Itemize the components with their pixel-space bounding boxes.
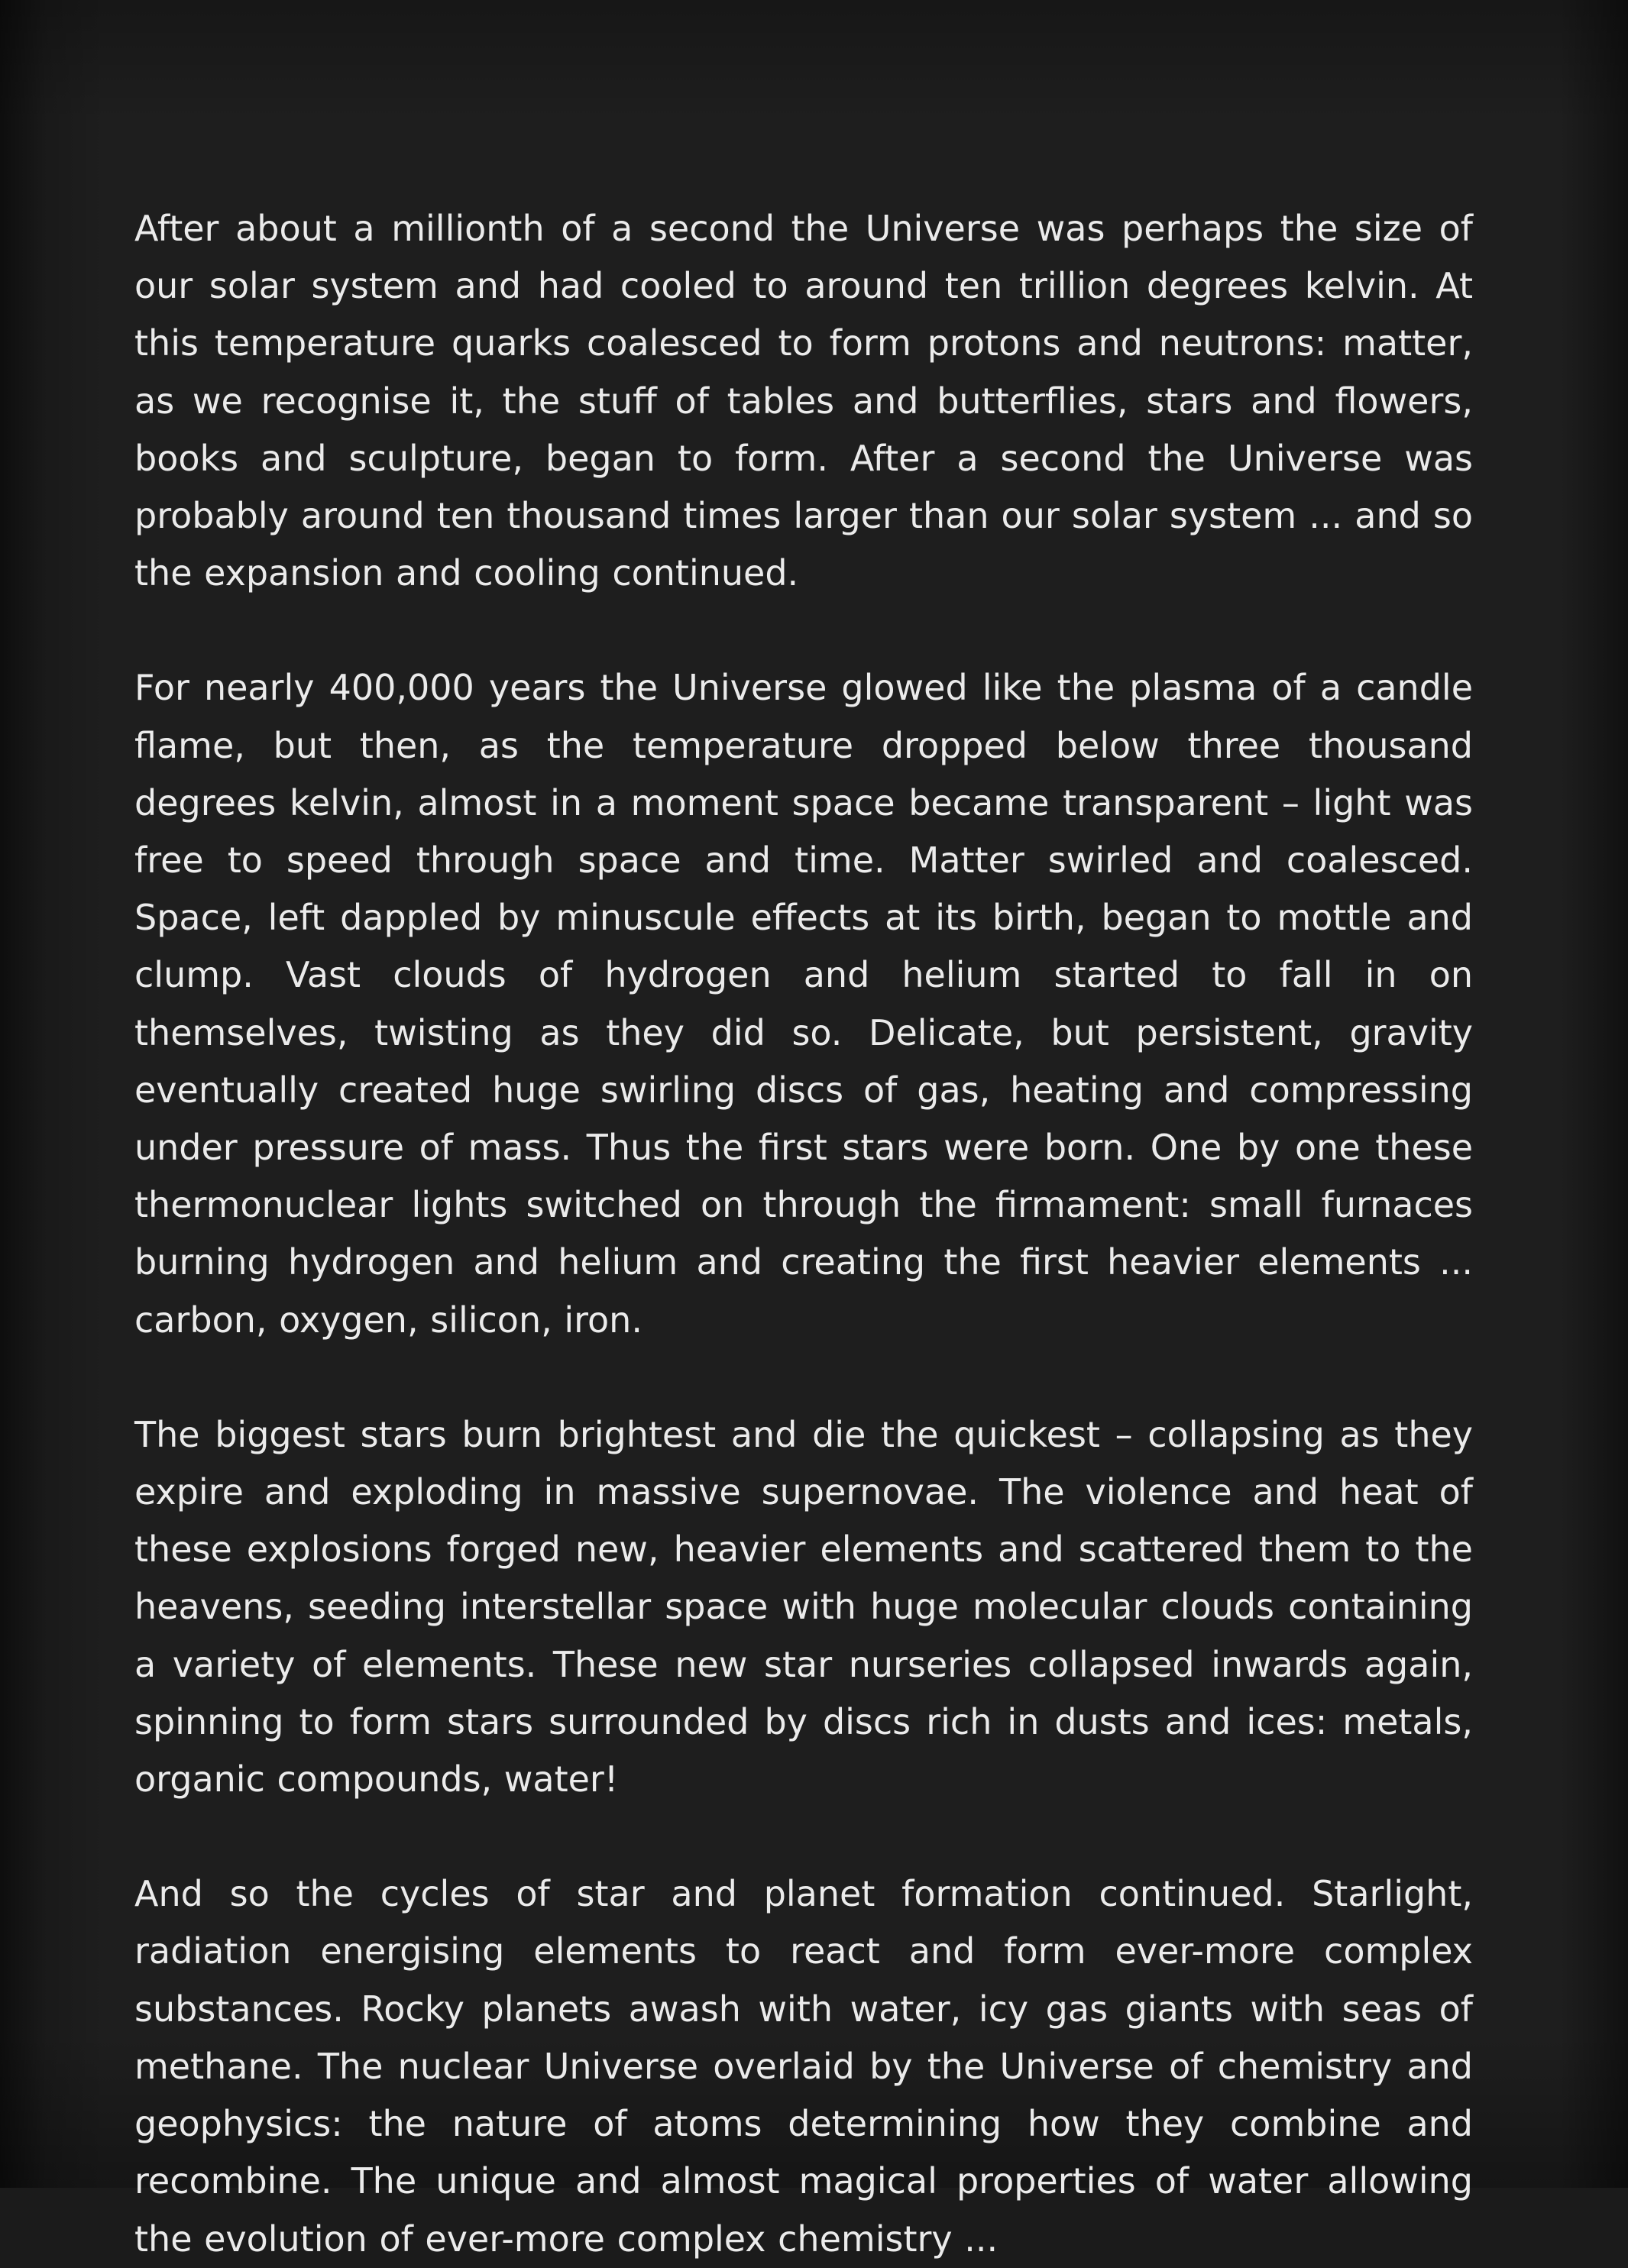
body-text (134, 200, 1473, 2268)
paragraph-2: For nearly 400,000 years the Universe glowed like the plasma of a candle flame, but then, as the temperature dropped below three thousand degrees kelvin, almost in a moment space became transparent – light was free to speed through space and time. Matter swirled and coalesced. Space, left dappled by minuscule effects at its birth, began to mottle and clump. Vast clouds of hydrogen and helium started to fall in on themselves, twisting as they did so. Delicate, but persistent, gravity eventually created huge swirling discs of gas, heating and compressing under pressure of mass. Thus the first stars were born. One by one these thermonuclear lights switched on through the firmament: small furnaces burning hydrogen and helium and creating the first heavier elements ... carbon, oxygen, silicon, iron. (134, 667, 1473, 1341)
paragraph-3: The biggest stars burn brightest and die the quickest – collapsing as they expire and exploding in massive supernovae. The violence and heat of these explosions forged new, heavier elements and scattered them to the heavens, seeding interstellar space with huge molecular clouds containing a variety of elements. These new star nurseries collapsed inwards again, spinning to form stars surrounded by discs rich in dusts and ices: metals, organic compounds, water! (134, 1413, 1473, 1800)
paragraph-4: And so the cycles of star and planet formation continued. Starlight, radiation energising elements to react and form ever-more complex substances. Rocky planets awash with water, icy gas giants with seas of methane. The nuclear Universe overlaid by the Universe of chemistry and geophysics: the nature of atoms determining how they combine and recombine. The unique and almost magical properties of water allowing the evolution of ever-more complex chemistry ... (134, 1873, 1473, 2260)
paragraph-1: After about a millionth of a second the Universe was perhaps the size of our solar system and had cooled to around ten trillion degrees kelvin. At this temperature quarks coalesced to form protons and neutrons: matter, as we recognise it, the stuff of tables and butterflies, stars and flowers, books and sculpture, began to form. After a second the Universe was probably around ten thousand times larger than our solar system ... and so the expansion and cooling continued. (134, 208, 1473, 594)
